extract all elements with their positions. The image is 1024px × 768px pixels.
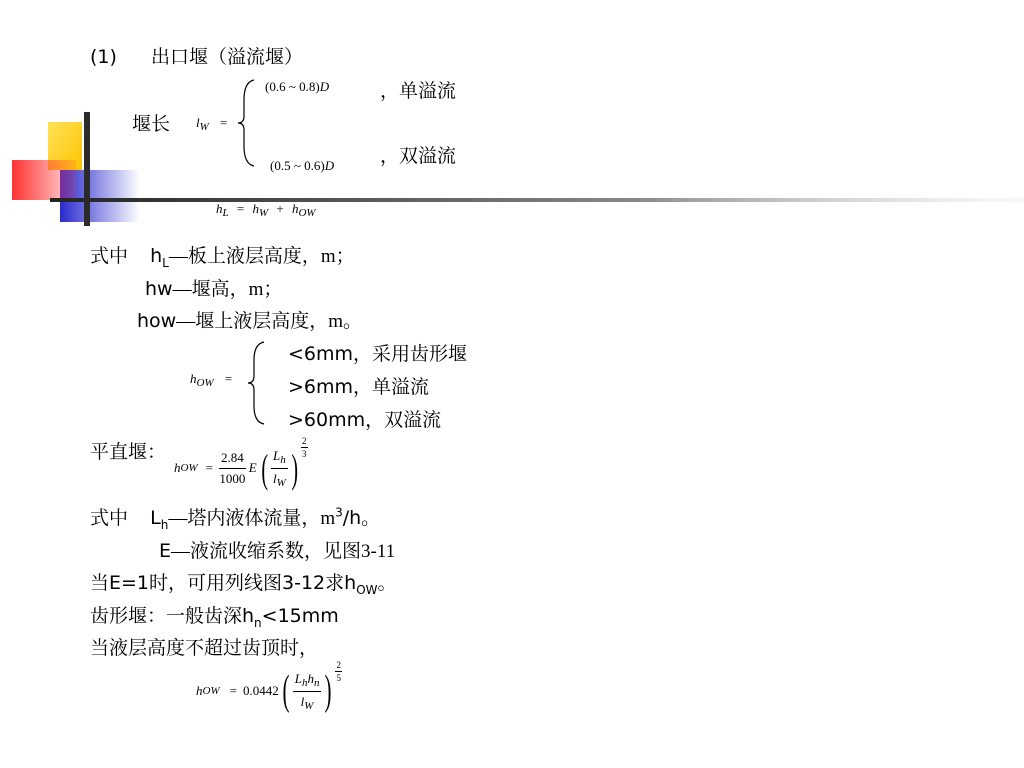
weir-length-label: 堰长 [132,114,171,135]
weir-length-lhs: $l_W$ = [196,115,228,133]
defs-how-line: how—堰上液层高度，m。 [137,310,362,332]
defs-e-line: E—液流收缩系数，见图3-11 [159,540,396,562]
equation-hl: $h_L = h_W + h_{OW}$ [216,201,316,219]
how-case-2: >6mm，单溢流 [288,376,430,398]
horizontal-rule [50,198,1024,202]
section-number: (1) [90,46,117,68]
section-title: 出口堰（溢流堰） [151,47,304,68]
vertical-bar [84,112,90,226]
defs-lh-line: 式中 $L_h—$塔内液体流量，$m^3/h$。 [90,505,381,532]
weir-length-brace [236,78,258,168]
red-square [12,160,76,200]
note-tooth-depth: 齿形堰：一般齿深$h_n<15mm$ [90,605,339,630]
how-case-1: <6mm，采用齿形堰 [288,343,468,365]
weir-length-case2: (0.5 ~ 0.6)D [270,158,335,173]
defs-hw-line: hw—堰高，m； [145,278,283,300]
weir-length-case1: (0.6 ~ 0.8)D [265,79,330,94]
weir-length-case2-desc: ，双溢流 [380,146,457,167]
how-cases-brace [246,340,268,426]
how-case-3: >60mm，双溢流 [288,409,442,431]
note-nomograph: 当E=1时，可用列线图3-12求$h_{OW}$。 [90,572,397,597]
flat-weir-formula: h OW = $\frac{2.84}{1000}$ E ( $\frac{L_h}{l_W}$ ) $\frac{2}{3}$ [174,436,307,491]
section-heading [90,42,303,69]
defs-hl-line: 式中 $h_L—$板上液层高度，m； [90,245,355,270]
weir-length-case1-desc: ，单溢流 [380,81,457,102]
tooth-weir-formula: h OW = 0.0442 ( $\frac{L_hh_n}{l_W}$ ) $\frac{2}{5}$ [196,660,341,714]
flat-weir-label: 平直堰： [90,442,167,463]
note-liquid-height: 当液层高度不超过齿顶时， [90,638,319,659]
how-cases-lhs: $h_{OW}$ = [190,371,233,389]
